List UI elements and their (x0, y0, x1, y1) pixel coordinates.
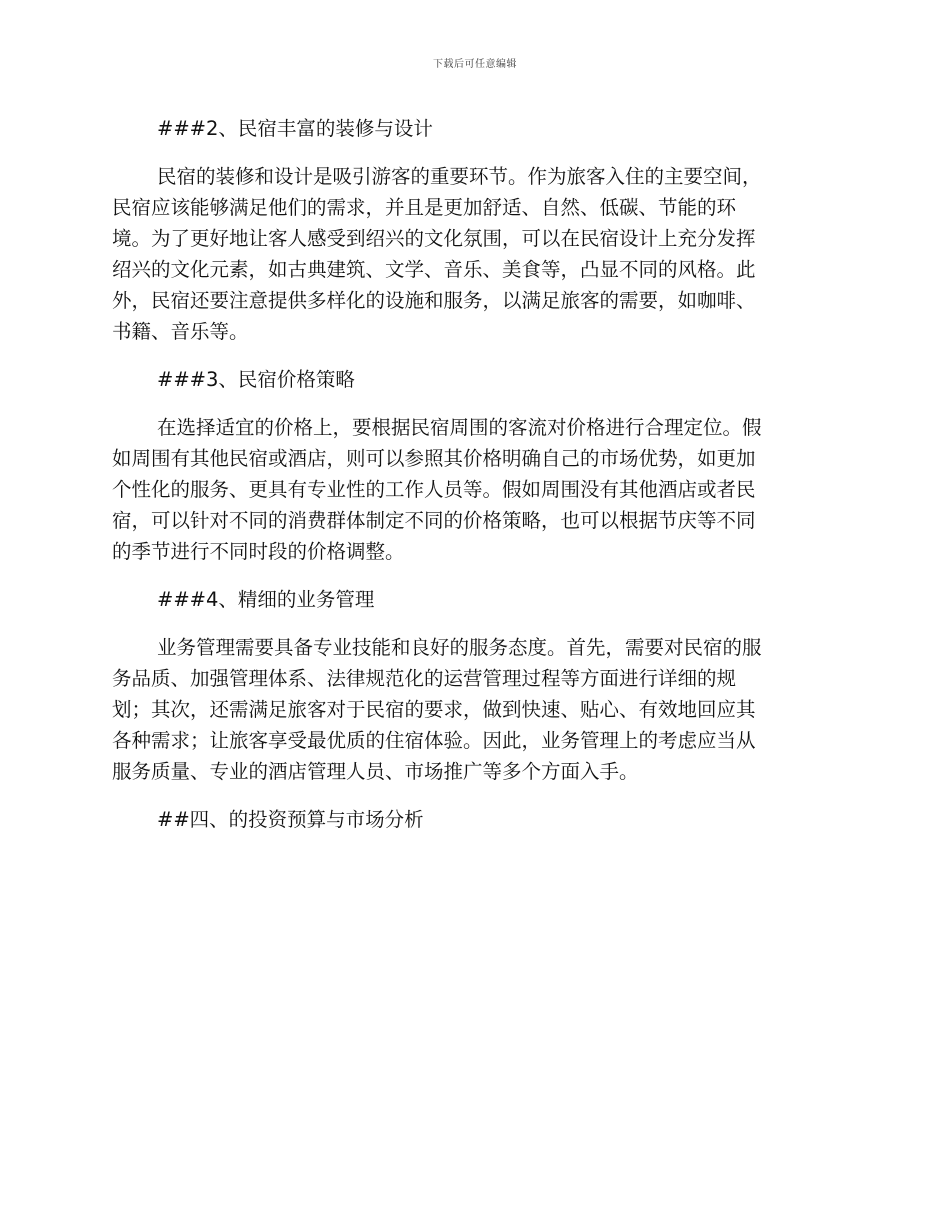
paragraph-line: 宿，可以针对不同的消费群体制定不同的价格策略，也可以根据节庆等不同 (112, 509, 756, 532)
paragraph-line: 各种需求；让旅客享受最优质的住宿体验。因此，业务管理上的考虑应当从 (112, 729, 756, 752)
paragraph-line: 民宿的装修和设计是吸引游客的重要环节。作为旅客入住的主要空间， (157, 165, 762, 188)
paragraph-line: 绍兴的文化元素，如古典建筑、文学、音乐、美食等，凸显不同的风格。此 (112, 258, 756, 281)
paragraph-line: 外，民宿还要注意提供多样化的设施和服务，以满足旅客的需要，如咖啡、 (112, 289, 756, 312)
section-heading-business-management: ###4、精细的业务管理 (157, 588, 375, 611)
paragraph-decoration-design (112, 161, 832, 347)
paragraph-line: 的季节进行不同时段的价格调整。 (112, 540, 405, 563)
paragraph-line: 书籍、音乐等。 (112, 320, 249, 343)
paragraph-line: 个性化的服务、更具有专业性的工作人员等。假如周围没有其他酒店或者民 (112, 478, 756, 501)
page-header: 下载后可任意编辑 (433, 59, 517, 70)
document-body (112, 109, 832, 840)
paragraph-line: 境。为了更好地让客人感受到绍兴的文化氛围，可以在民宿设计上充分发挥 (112, 227, 756, 250)
section-heading-decoration-design: ###2、民宿丰富的装修与设计 (157, 117, 433, 140)
paragraph-line: 民宿应该能够满足他们的需求，并且是更加舒适、自然、低碳、节能的环 (112, 196, 737, 219)
paragraph-line: 业务管理需要具备专业技能和良好的服务态度。首先，需要对民宿的服 (157, 636, 762, 659)
paragraph-line: 如周围有其他民宿或酒店，则可以参照其价格明确自己的市场优势，如更加 (112, 447, 756, 470)
paragraph-line: 在选择适宜的价格上，要根据民宿周围的客流对价格进行合理定位。假 (157, 416, 762, 439)
section-heading-pricing-strategy: ###3、民宿价格策略 (157, 368, 355, 391)
paragraph-line: 划；其次，还需满足旅客对于民宿的要求，做到快速、贴心、有效地回应其 (112, 698, 756, 721)
paragraph-business-management (112, 632, 832, 787)
paragraph-line: 服务质量、专业的酒店管理人员、市场推广等多个方面入手。 (112, 760, 639, 783)
paragraph-pricing-strategy (112, 412, 832, 567)
paragraph-line: 务品质、加强管理体系、法律规范化的运营管理过程等方面进行详细的规 (112, 667, 737, 690)
chapter-heading-investment-budget: ##四、的投资预算与市场分析 (157, 808, 424, 831)
